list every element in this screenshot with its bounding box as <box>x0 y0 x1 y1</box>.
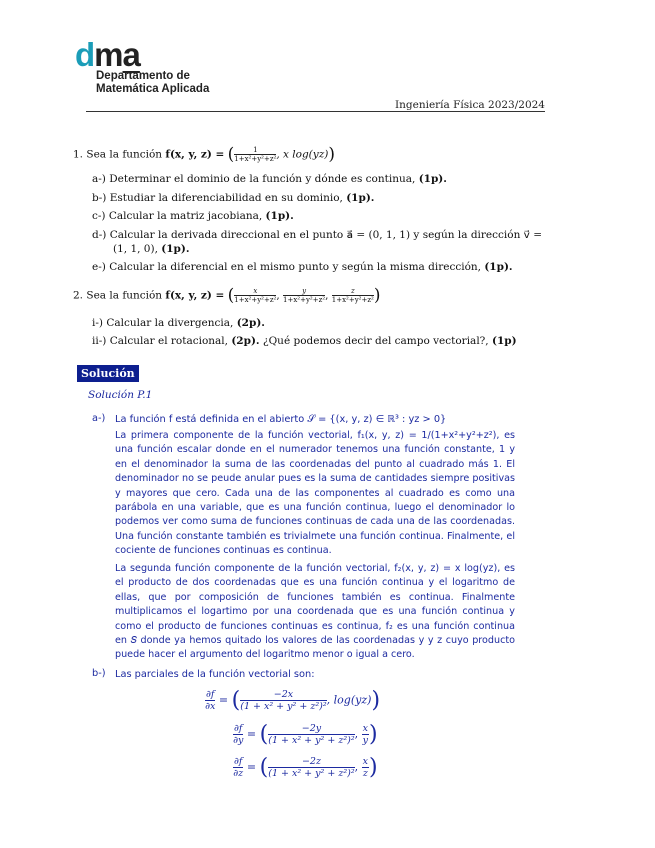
solution-badge: Solución <box>77 365 139 382</box>
tail-num: x <box>362 723 369 734</box>
item-points: (2p). <box>231 335 260 347</box>
problem-1-item-e <box>92 260 513 274</box>
item-label: d-) <box>92 229 107 241</box>
tail-den: y <box>362 735 369 746</box>
rhs-den: (1 + x² + y² + z²)² <box>268 735 355 746</box>
item-points: (1p). <box>161 243 190 255</box>
item-label: a-) <box>92 173 106 185</box>
solution-a-paragraph-2: La segunda función componente de la función vectorial, f₂(x, y, z) = x log(yz), es el producto de dos coordenadas que es una función continua y el logaritmo de ellas, que por composición de funciones también es continua. Finalmente multiplicamos el logartimo por una coordenada que es una función continua y como el producto de funciones continuas es continua, f₂ es una función continua en 𝑆 donde ya hemos quitado los valores de las coordenadas y y z cuyo producto puede hacer el argumento del logaritmo menor o igual a cero. <box>115 563 515 661</box>
lhs-den: ∂z <box>233 768 244 779</box>
tail-den: z <box>362 768 368 779</box>
rhs-fraction <box>268 756 354 779</box>
problem-number: 1. <box>73 148 84 161</box>
lhs-den: ∂y <box>233 735 244 746</box>
item-text: Calcular el rotacional, <box>109 335 228 347</box>
lhs-fraction <box>233 723 243 746</box>
problem-1-item-c <box>92 209 294 223</box>
course-label: Ingeniería Física 2023/2024 <box>394 99 545 111</box>
partial-z-equation: $\frac{\partial f}{\partial z}$ = ( $\frac{-2z}{\text{(1 + x² + y² + z²)²}}$ , $\frac{x}{z}$ ) <box>233 755 378 780</box>
solution-a-line1: La función f está definida en el abierto 𝒮 = {(x, y, z) ∈ ℝ³ : yz > 0} <box>115 414 447 425</box>
component-3 <box>332 287 374 304</box>
problem-2-item-ii <box>92 334 517 348</box>
item-label: e-) <box>92 261 106 273</box>
department-line-1: Departamento de <box>96 70 190 82</box>
solution-a-label: a-) <box>92 413 106 424</box>
close-paren: ) <box>369 755 378 780</box>
numerator: z <box>332 287 374 296</box>
item-points: (1p). <box>418 173 447 185</box>
partial-y-equation: $\frac{\partial f}{\partial y}$ = ( $\frac{-2y}{\text{(1 + x² + y² + z²)²}}$ , $\frac{x}{y}$ ) <box>233 722 378 747</box>
logo-letter-a: a <box>122 36 140 73</box>
component-2 <box>283 287 325 304</box>
lhs-num: ∂f <box>234 723 243 734</box>
item-text: Calcular la divergencia, <box>106 317 234 329</box>
item-points: (1p). <box>484 261 513 273</box>
numerator: y <box>283 287 325 296</box>
solution-b-line1: Las parciales de la función vectorial son: <box>115 669 315 680</box>
open-paren: ( <box>259 755 269 780</box>
item-points: (2p). <box>236 317 265 329</box>
lhs-den: ∂x <box>205 701 216 712</box>
open-paren: ( <box>227 144 235 165</box>
open-paren: ( <box>227 285 235 306</box>
rhs-fraction <box>268 723 354 746</box>
rhs-num: −2y <box>268 723 354 735</box>
close-paren: ) <box>371 688 381 713</box>
open-paren: ( <box>259 722 269 747</box>
second-component: , x log(yz) <box>276 148 329 161</box>
lhs-fraction <box>233 756 243 779</box>
denominator: 1+x²+y²+z² <box>331 296 374 304</box>
problem-1-item-a <box>92 172 447 186</box>
item-points: (1p). <box>346 192 375 204</box>
partial-x-equation: $\frac{\partial f}{\partial x}$ = ( $\frac{-2x}{\text{(1 + x² + y² + z²)²}}$ , log(yz)) <box>205 688 381 713</box>
solution-title: Solución P.1 <box>88 389 153 401</box>
lhs-num: ∂f <box>234 756 243 767</box>
dma-logo <box>75 38 140 71</box>
logo-letter-m: m <box>94 36 123 73</box>
close-paren: ) <box>328 144 335 165</box>
item-text: Calcular la diferencial en el mismo punto y según la misma dirección, <box>109 261 481 273</box>
item-points-2: (1p) <box>492 335 517 347</box>
logo-letter-d: d <box>75 36 95 73</box>
rhs-fraction <box>240 689 326 712</box>
header-divider <box>86 111 545 112</box>
solution-a-paragraph-1: La primera componente de la función vectorial, f₁(x, y, z) = 1/(1+x²+y²+z²), es una función escalar donde en el numerador tenemos una función constante, 1 y en el denominador la suma de las coordenadas del punto al cuadrado más 1. El denominador no se peude anular pues es la suma de cantidades siempre positivas y mayores que cero. Cada una de las componentes al cuadrado es como una parábola en una variable, que es una función continua, luego el denominador lo podemos ver como suma de funciones continuas de cada una de las coordenadas. Una función constante también es trivialmete una función continua. Finalmente, el cociente de funciones continuas es continua. <box>115 430 515 557</box>
function-name: f(x, y, z) = <box>165 289 225 302</box>
item-label: ii-) <box>92 335 107 347</box>
component-1 <box>234 287 276 304</box>
item-label: i-) <box>92 317 104 329</box>
department-name <box>96 70 209 96</box>
item-label: c-) <box>92 210 106 222</box>
item-text: Estudiar la diferenciabilidad en su dominio, <box>109 192 343 204</box>
problem-intro: Sea la función <box>86 148 163 161</box>
problem-intro: Sea la función <box>86 289 163 302</box>
rhs-num: −2x <box>240 689 326 701</box>
problem-2-item-i <box>92 316 265 330</box>
tail-fraction <box>362 756 369 779</box>
rhs-num: −2z <box>268 756 354 768</box>
problem-1-statement <box>73 146 335 163</box>
solution-b-label: b-) <box>92 668 106 679</box>
rhs-den: (1 + x² + y² + z²)² <box>240 701 327 712</box>
lhs-fraction <box>205 689 215 712</box>
item-label: b-) <box>92 192 107 204</box>
problem-1-item-b <box>92 191 374 205</box>
lhs-num: ∂f <box>206 689 215 700</box>
denominator: 1+x²+y²+z² <box>283 296 326 304</box>
item-text: Calcular la matriz jacobiana, <box>108 210 263 222</box>
item-text: Determinar el dominio de la función y dónde es continua, <box>109 173 416 185</box>
rhs-tail: , log(yz) <box>326 693 372 707</box>
fraction-denominator: 1+x²+y²+z² <box>234 155 277 163</box>
numerator: x <box>234 287 276 296</box>
function-name: f(x, y, z) = <box>165 148 225 161</box>
problem-1-item-d-cont <box>113 242 190 256</box>
fraction-numerator: 1 <box>234 146 276 155</box>
tail-fraction <box>362 723 369 746</box>
item-extra: ¿Qué podemos decir del campo vectorial?, <box>262 335 489 347</box>
fraction <box>234 146 276 163</box>
close-paren: ) <box>373 285 381 306</box>
rhs-den: (1 + x² + y² + z²)² <box>268 768 355 779</box>
close-paren: ) <box>369 722 378 747</box>
open-paren: ( <box>231 688 241 713</box>
problem-number: 2. <box>73 289 84 302</box>
item-points: (1p). <box>265 210 294 222</box>
item-text: Calcular la derivada direccional en el punto a⃗ = (0, 1, 1) y según la dirección v⃗ = <box>109 229 543 241</box>
denominator: 1+x²+y²+z² <box>234 296 277 304</box>
tail-num: x <box>362 756 369 767</box>
department-line-2: Matemática Aplicada <box>96 83 210 95</box>
problem-2-statement: 2. Sea la función f(x, y, z) = ( $\frac{x}{\text{1+x²+y²+z²}}$ , $\frac{y}{\text{1+x²+y²+z²}}$ , $\frac{z}{\text{1+x²+y²+z²}}$ ) <box>73 285 381 306</box>
problem-1-item-d <box>92 228 542 242</box>
item-text-cont: (1, 1, 0), <box>113 243 158 255</box>
